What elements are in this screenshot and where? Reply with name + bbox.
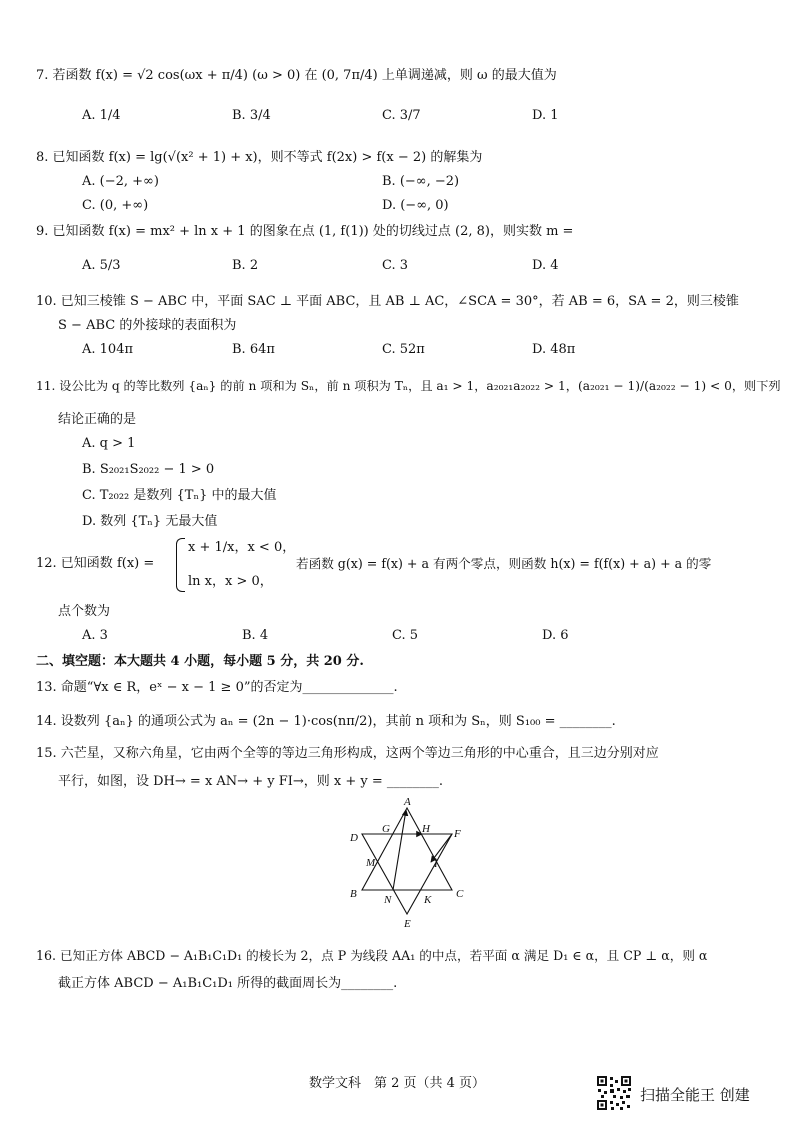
q7-option-a: A. 1/4 [82, 108, 121, 123]
section-fill-in-heading: 二、填空题：本大题共 4 小题，每小题 5 分，共 20 分. [36, 654, 364, 669]
q7-option-c: C. 3/7 [382, 108, 421, 123]
q12-option-d: D. 6 [542, 628, 569, 643]
q12-option-a: A. 3 [82, 628, 108, 643]
label-i: I [434, 858, 438, 870]
upward-triangle [362, 808, 452, 890]
q10-stem-line2: S − ABC 的外接球的表面积为 [58, 318, 237, 333]
label-m: M [366, 857, 376, 869]
q7-option-d: D. 1 [532, 108, 559, 123]
q11-stem-line2: 结论正确的是 [58, 412, 137, 427]
q12-stem-prefix: 12. 已知函数 f(x) = [36, 556, 155, 571]
q13-stem: 13. 命题“∀x ∈ R，eˣ − x − 1 ≥ 0”的否定为______________. [36, 680, 398, 695]
label-b: B [350, 888, 357, 900]
q11-option-d: D. 数列 {Tₙ} 无最大值 [82, 514, 218, 529]
q9-option-d: D. 4 [532, 258, 559, 273]
label-f: F [454, 828, 461, 840]
q7-option-b: B. 3/4 [232, 108, 271, 123]
q8-option-a: A. (−2, +∞) [82, 174, 159, 189]
q7-stem: 7. 若函数 f(x) = √2 cos(ωx + π/4) (ω > 0) 在 (0, 7π/4) 上单调递减，则 ω 的最大值为 [36, 68, 557, 83]
q8-option-c: C. (0, +∞) [82, 198, 149, 213]
q10-option-d: D. 48π [532, 342, 576, 357]
q9-stem: 9. 已知函数 f(x) = mx² + ln x + 1 的图象在点 (1, f(1)) 处的切线过点 (2, 8)，则实数 m = [36, 224, 574, 239]
q9-option-c: C. 3 [382, 258, 409, 273]
label-n: N [384, 894, 392, 906]
q9-option-b: B. 2 [232, 258, 259, 273]
q10-option-c: C. 52π [382, 342, 425, 357]
q14-stem: 14. 设数列 {aₙ} 的通项公式为 aₙ = (2n − 1)·cos(nπ/2)，其前 n 项和为 Sₙ，则 S₁₀₀ = ________. [36, 714, 616, 729]
q12-case-2: ln x，x > 0， [188, 574, 273, 589]
scanner-watermark: 扫描全能王 创建 [640, 1086, 750, 1104]
hexagram-figure [340, 796, 480, 934]
label-d: D [350, 832, 358, 844]
q12-case-1: x + 1/x，x < 0， [188, 540, 296, 555]
qr-code-icon [596, 1075, 632, 1111]
label-c: C [456, 888, 464, 900]
label-k: K [424, 894, 432, 906]
q8-option-b: B. (−∞, −2) [382, 174, 460, 189]
q9-option-a: A. 5/3 [82, 258, 121, 273]
q12-option-c: C. 5 [392, 628, 419, 643]
q11-option-a: A. q > 1 [82, 436, 136, 451]
q12-stem-suffix: 若函数 g(x) = f(x) + a 有两个零点，则函数 h(x) = f(f(x) + a) + a 的零 [296, 556, 712, 571]
q12-option-b: B. 4 [242, 628, 269, 643]
q11-option-c: C. T₂₀₂₂ 是数列 {Tₙ} 中的最大值 [82, 488, 277, 503]
q10-option-b: B. 64π [232, 342, 275, 357]
q12-stem-line2: 点个数为 [58, 604, 111, 619]
label-g: G [382, 823, 390, 835]
downward-triangle [362, 834, 452, 914]
label-h: H [422, 823, 430, 835]
label-a: A [404, 796, 411, 808]
page-footer: 数学文科 第 2 页（共 4 页） [308, 1076, 486, 1091]
q10-option-a: A. 104π [82, 342, 134, 357]
q11-option-b: B. S₂₀₂₁S₂₀₂₂ − 1 > 0 [82, 462, 215, 477]
q12-piecewise-brace [176, 538, 185, 592]
q8-stem: 8. 已知函数 f(x) = lg(√(x² + 1) + x)，则不等式 f(2x) > f(x − 2) 的解集为 [36, 150, 483, 165]
q16-stem-line2: 截正方体 ABCD − A₁B₁C₁D₁ 所得的截面周长为________. [58, 976, 398, 991]
q10-stem-line1: 10. 已知三棱锥 S − ABC 中，平面 SAC ⊥ 平面 ABC，且 AB ⊥ AC，∠SCA = 30°，若 AB = 6，SA = 2，则三棱锥 [36, 294, 739, 309]
q15-stem-line1: 15. 六芒星，又称六角星，它由两个全等的等边三角形构成，这两个等边三角形的中心重合，且三边分别对应 [36, 746, 659, 761]
q15-stem-line2: 平行，如图，设 DH→ = x AN→ + y FI→，则 x + y = ________. [58, 774, 443, 789]
q16-stem-line1: 16. 已知正方体 ABCD − A₁B₁C₁D₁ 的棱长为 2，点 P 为线段 AA₁ 的中点，若平面 α 满足 D₁ ∈ α，且 CP ⊥ α，则 α [36, 948, 708, 963]
label-e: E [404, 918, 411, 930]
q8-option-d: D. (−∞, 0) [382, 198, 449, 213]
q11-stem-line1: 11. 设公比为 q 的等比数列 {aₙ} 的前 n 项和为 Sₙ，前 n 项积为 Tₙ，且 a₁ > 1，a₂₀₂₁a₂₀₂₂ > 1，(a₂₀₂₁ − 1)/(a₂₀₂₂ − 1) < 0，则下列 [36, 379, 781, 393]
